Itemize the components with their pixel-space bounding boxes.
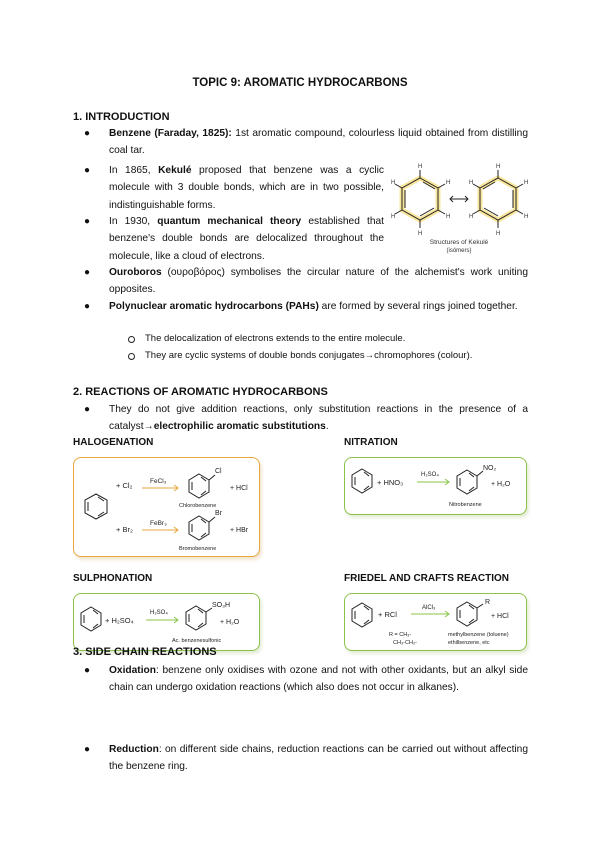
oxidation-paragraph — [109, 662, 528, 697]
product-name: methylbenzene (toluene) — [448, 632, 509, 638]
sub-bullet-icon — [128, 336, 135, 343]
product-name: Ac. benzenesulfonic — [172, 638, 222, 644]
bold-term: quantum mechanical theory — [157, 216, 302, 227]
resonance-arrow — [450, 196, 468, 202]
paragraph-text: proposed that benzene was a cyclic molecule with 3 double bonds, which are in two possible, indistinguishable forms. — [109, 165, 384, 211]
catalyst-label: H₂SO₄ — [150, 610, 168, 616]
friedel-crafts-reaction-box — [344, 593, 527, 651]
product-name: Bromobenzene — [179, 546, 217, 552]
reagent-label: + RCl — [378, 610, 397, 619]
reduction-paragraph — [109, 741, 528, 776]
bullet-icon: ● — [84, 165, 91, 176]
substituent-label: Cl — [215, 468, 222, 475]
substituent-note: CH₃-CH₂- — [393, 640, 417, 646]
paragraph-text: are formed by several rings joined together. — [318, 301, 518, 312]
svg-text:H: H — [524, 214, 529, 220]
sub-bullet-text: The delocalization of electrons extends to the entire molecule. — [145, 333, 406, 344]
svg-text:H: H — [469, 180, 474, 186]
kekule-structures-figure — [392, 158, 532, 258]
bold-term: Polynuclear aromatic hydrocarbons (PAHs) — [109, 301, 319, 312]
paragraph-text: established that benzene's double bonds are delocalized throughout the molecule, like a cloud of electrons. — [109, 216, 384, 262]
paragraph-text: They do not give addition reactions, only substitution reactions in the presence of a catalyst→ — [109, 404, 528, 433]
product-name: Chlorobenzene — [179, 503, 217, 509]
figure-caption: Structures of Kekulé — [429, 239, 489, 246]
svg-text:H: H — [446, 214, 451, 220]
sulphonation-scheme — [74, 594, 262, 652]
halogenation-reaction-box — [73, 457, 260, 557]
page-title: TOPIC 9: AROMATIC HYDROCARBONS — [192, 77, 408, 89]
reagent-label: + Br₂ — [116, 525, 133, 534]
product-name: Nitrobenzene — [449, 502, 482, 508]
intro-quantum-paragraph — [109, 213, 384, 265]
intro-kekule-paragraph — [109, 162, 384, 214]
svg-text:H: H — [496, 231, 501, 237]
svg-text:H: H — [524, 180, 529, 186]
substituent-label: R — [485, 599, 491, 606]
section-heading-introduction: 1. INTRODUCTION — [73, 111, 170, 123]
bullet-icon: ● — [84, 665, 91, 676]
paragraph-text: : benzene only oxidises with ozone and not with other oxidants, but an alkyl side chain can undergo oxidation reactions (which also does not occur in alkanes). — [109, 665, 528, 694]
figure-caption-sub: (isómers) — [446, 248, 472, 254]
substituent-label: Br — [215, 510, 222, 517]
bullet-icon: ● — [84, 744, 91, 755]
bullet-icon: ● — [84, 128, 91, 139]
section-heading-side-chain: 3. SIDE CHAIN REACTIONS — [73, 646, 217, 658]
byproduct-label: + HCl — [491, 613, 509, 620]
svg-text:H: H — [446, 180, 451, 186]
svg-text:H: H — [418, 164, 423, 170]
intro-ouroboros-paragraph — [109, 264, 528, 299]
substituent-label: NO₂ — [483, 465, 497, 472]
sulphonation-reaction-box — [73, 593, 260, 651]
subheading-nitration: NITRATION — [344, 437, 398, 448]
bold-term: Kekulé — [158, 165, 192, 176]
byproduct-label: + H₂O — [220, 619, 240, 626]
subheading-friedel-crafts: FRIEDEL AND CRAFTS REACTION — [344, 573, 509, 584]
paragraph-text: In 1930, — [109, 216, 158, 227]
bold-term: Benzene (Faraday, 1825): — [109, 128, 232, 139]
product-name: ethilbenzene, etc — [448, 640, 490, 646]
intro-benzene-paragraph — [109, 125, 528, 160]
subheading-sulphonation: SULPHONATION — [73, 573, 153, 584]
byproduct-label: + H₂O — [491, 481, 511, 488]
svg-text:H: H — [496, 164, 501, 170]
catalyst-label: FeCl₃ — [150, 478, 167, 485]
bold-term: Oxidation — [109, 665, 156, 676]
halogenation-scheme — [74, 458, 262, 558]
nitration-scheme — [345, 458, 529, 516]
byproduct-label: + HCl — [230, 485, 248, 492]
reagent-label: + Cl₂ — [116, 481, 133, 490]
svg-text:H: H — [391, 180, 396, 186]
reactions-intro-paragraph — [109, 401, 528, 436]
nitration-reaction-box — [344, 457, 527, 515]
substituent-label: SO₃H — [212, 602, 231, 609]
bullet-icon: ● — [84, 267, 91, 278]
intro-pahs-paragraph — [109, 298, 528, 315]
paragraph-text: . — [325, 421, 329, 433]
bold-term: electrophilic aromatic substitutions — [153, 421, 326, 433]
bullet-icon: ● — [84, 216, 91, 227]
reagent-label: + HNO₃ — [377, 478, 404, 487]
catalyst-label: H₂SO₄ — [421, 472, 439, 478]
paragraph-text: In 1865, — [109, 165, 159, 176]
catalyst-label: FeBr₃ — [150, 520, 167, 527]
bullet-icon: ● — [84, 301, 91, 312]
byproduct-label: + HBr — [230, 527, 249, 534]
bold-term: Reduction — [109, 744, 159, 755]
friedel-crafts-scheme — [345, 594, 529, 652]
paragraph-text: (ουροβόρος) symbolises the circular nature of the alchemist's work uniting opposites. — [109, 267, 528, 296]
svg-text:H: H — [391, 214, 396, 220]
bold-term: Ouroboros — [109, 267, 162, 278]
sub-bullet-icon — [128, 353, 135, 360]
section-heading-reactions: 2. REACTIONS OF AROMATIC HYDROCARBONS — [73, 386, 328, 398]
subheading-halogenation: HALOGENATION — [73, 437, 154, 448]
catalyst-label: AlCl₃ — [422, 605, 436, 611]
svg-text:H: H — [469, 214, 474, 220]
reagent-label: + H₂SO₄ — [105, 616, 134, 625]
sub-bullet-text: They are cyclic systems of double bonds conjugates→chromophores (colour). — [145, 350, 473, 361]
paragraph-text: : on different side chains, reduction reactions can be carried out without affecting the benzene ring. — [109, 744, 528, 773]
paragraph-text: 1st aromatic compound, colourless liquid obtained from distilling coal tar. — [109, 128, 528, 157]
svg-text:H: H — [418, 231, 423, 237]
substituent-note: R = CH₃- — [389, 632, 412, 638]
bullet-icon: ● — [84, 404, 91, 415]
